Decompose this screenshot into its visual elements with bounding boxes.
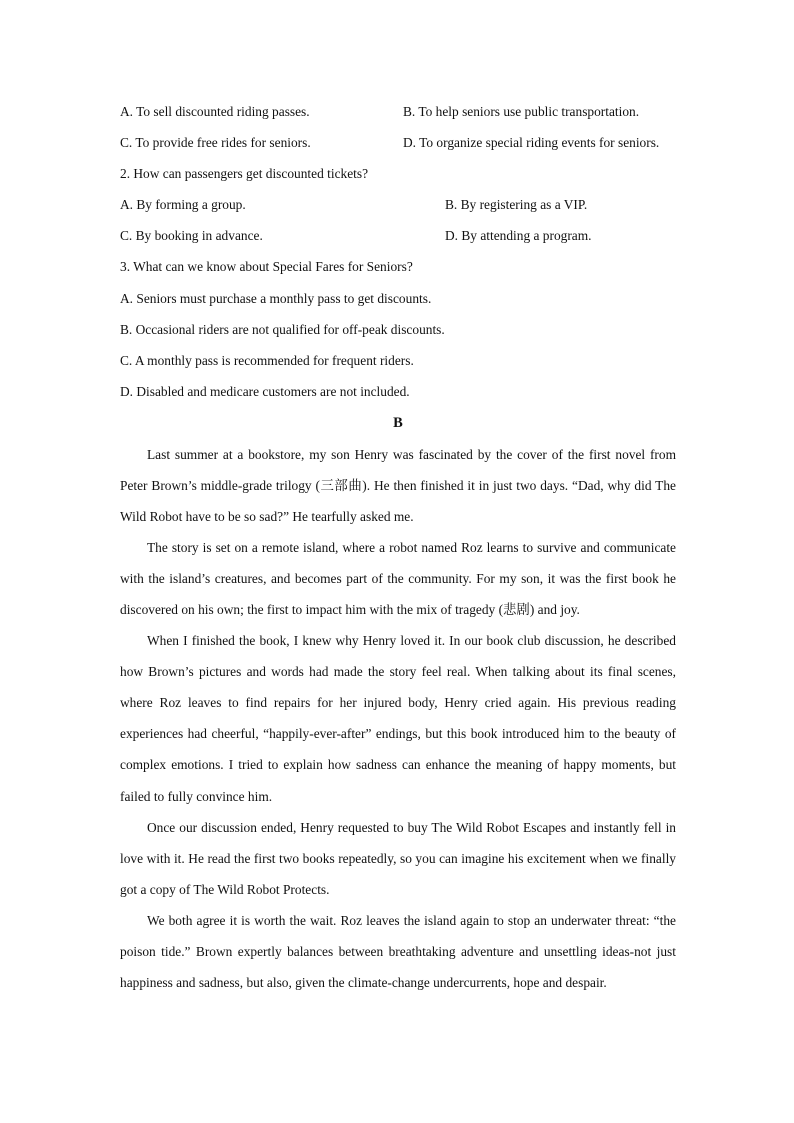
q2-option-a: A. By forming a group. [120, 197, 246, 213]
q2-option-row-2 [120, 226, 676, 257]
q3-option-c: C. A monthly pass is recommended for frequent riders. [120, 352, 414, 368]
passage-paragraph-1: Last summer at a bookstore, my son Henry was fascinated by the cover of the first novel from Peter Brown’s middle-grade trilogy (三部曲). He then finished it in just two days. “Dad, why did The Wild Robot have to be so sad?” He tearfully asked me. [120, 446, 676, 524]
passage-paragraph-3: When I finished the book, I knew why Henry loved it. In our book club discussion, he described how Brown’s pictures and words had made the story feel real. When talking about its final scenes, where Roz leaves to find repairs for her injured body, Henry cried again. His previous reading experiences had cheerful, “happily-ever-after” endings, but this book introduced him to the beauty of complex emotions. I tried to explain how sadness can enhance the meaning of happy moments, but failed to fully convince him. [120, 633, 676, 804]
passage-paragraph-5: We both agree it is worth the wait. Roz leaves the island again to stop an underwater threat: “the poison tide.” Brown expertly balances between breathtaking adventure and unsettling ideas-not just happiness and sadness, but also, given the climate-change undercurrents, hope and despair. [120, 912, 676, 991]
q1-option-c: C. To provide free rides for seniors. [120, 135, 311, 151]
q3-option-a: A. Seniors must purchase a monthly pass to get discounts. [120, 290, 432, 306]
q3-stem: 3. What can we know about Special Fares for Seniors? [120, 259, 413, 275]
passage-paragraph-4: Once our discussion ended, Henry requested to buy The Wild Robot Escapes and instantly fell in love with it. He read the first two books repeatedly, so you can imagine his excitement when we finally got a copy of The Wild Robot Protects. [120, 819, 676, 897]
q1-option-a: A. To sell discounted riding passes. [120, 104, 310, 119]
q2-option-row-1 [120, 195, 676, 226]
document-content [120, 102, 676, 998]
section-b-title: B [393, 414, 403, 431]
q2-option-c: C. By booking in advance. [120, 228, 263, 244]
q2-option-d: D. By attending a program. [445, 228, 592, 244]
q1-option-row-1 [120, 102, 676, 133]
q3-option-d: D. Disabled and medicare customers are not included. [120, 383, 410, 399]
q1-option-b: B. To help seniors use public transportation. [403, 104, 640, 119]
q1-option-row-2 [120, 133, 676, 164]
q2-stem: 2. How can passengers get discounted tickets? [120, 166, 369, 182]
q2-option-b: B. By registering as a VIP. [445, 197, 588, 213]
q1-option-d: D. To organize special riding events for seniors. [403, 135, 660, 151]
passage-paragraph-2: The story is set on a remote island, where a robot named Roz learns to survive and communicate with the island’s creatures, and becomes part of the community. For my son, it was the first book he discovered on his own; the first to impact him with the mix of tragedy (悲剧) and joy. [120, 539, 676, 617]
section-b-passage [120, 439, 676, 999]
q3-option-b: B. Occasional riders are not qualified for off-peak discounts. [120, 321, 445, 337]
